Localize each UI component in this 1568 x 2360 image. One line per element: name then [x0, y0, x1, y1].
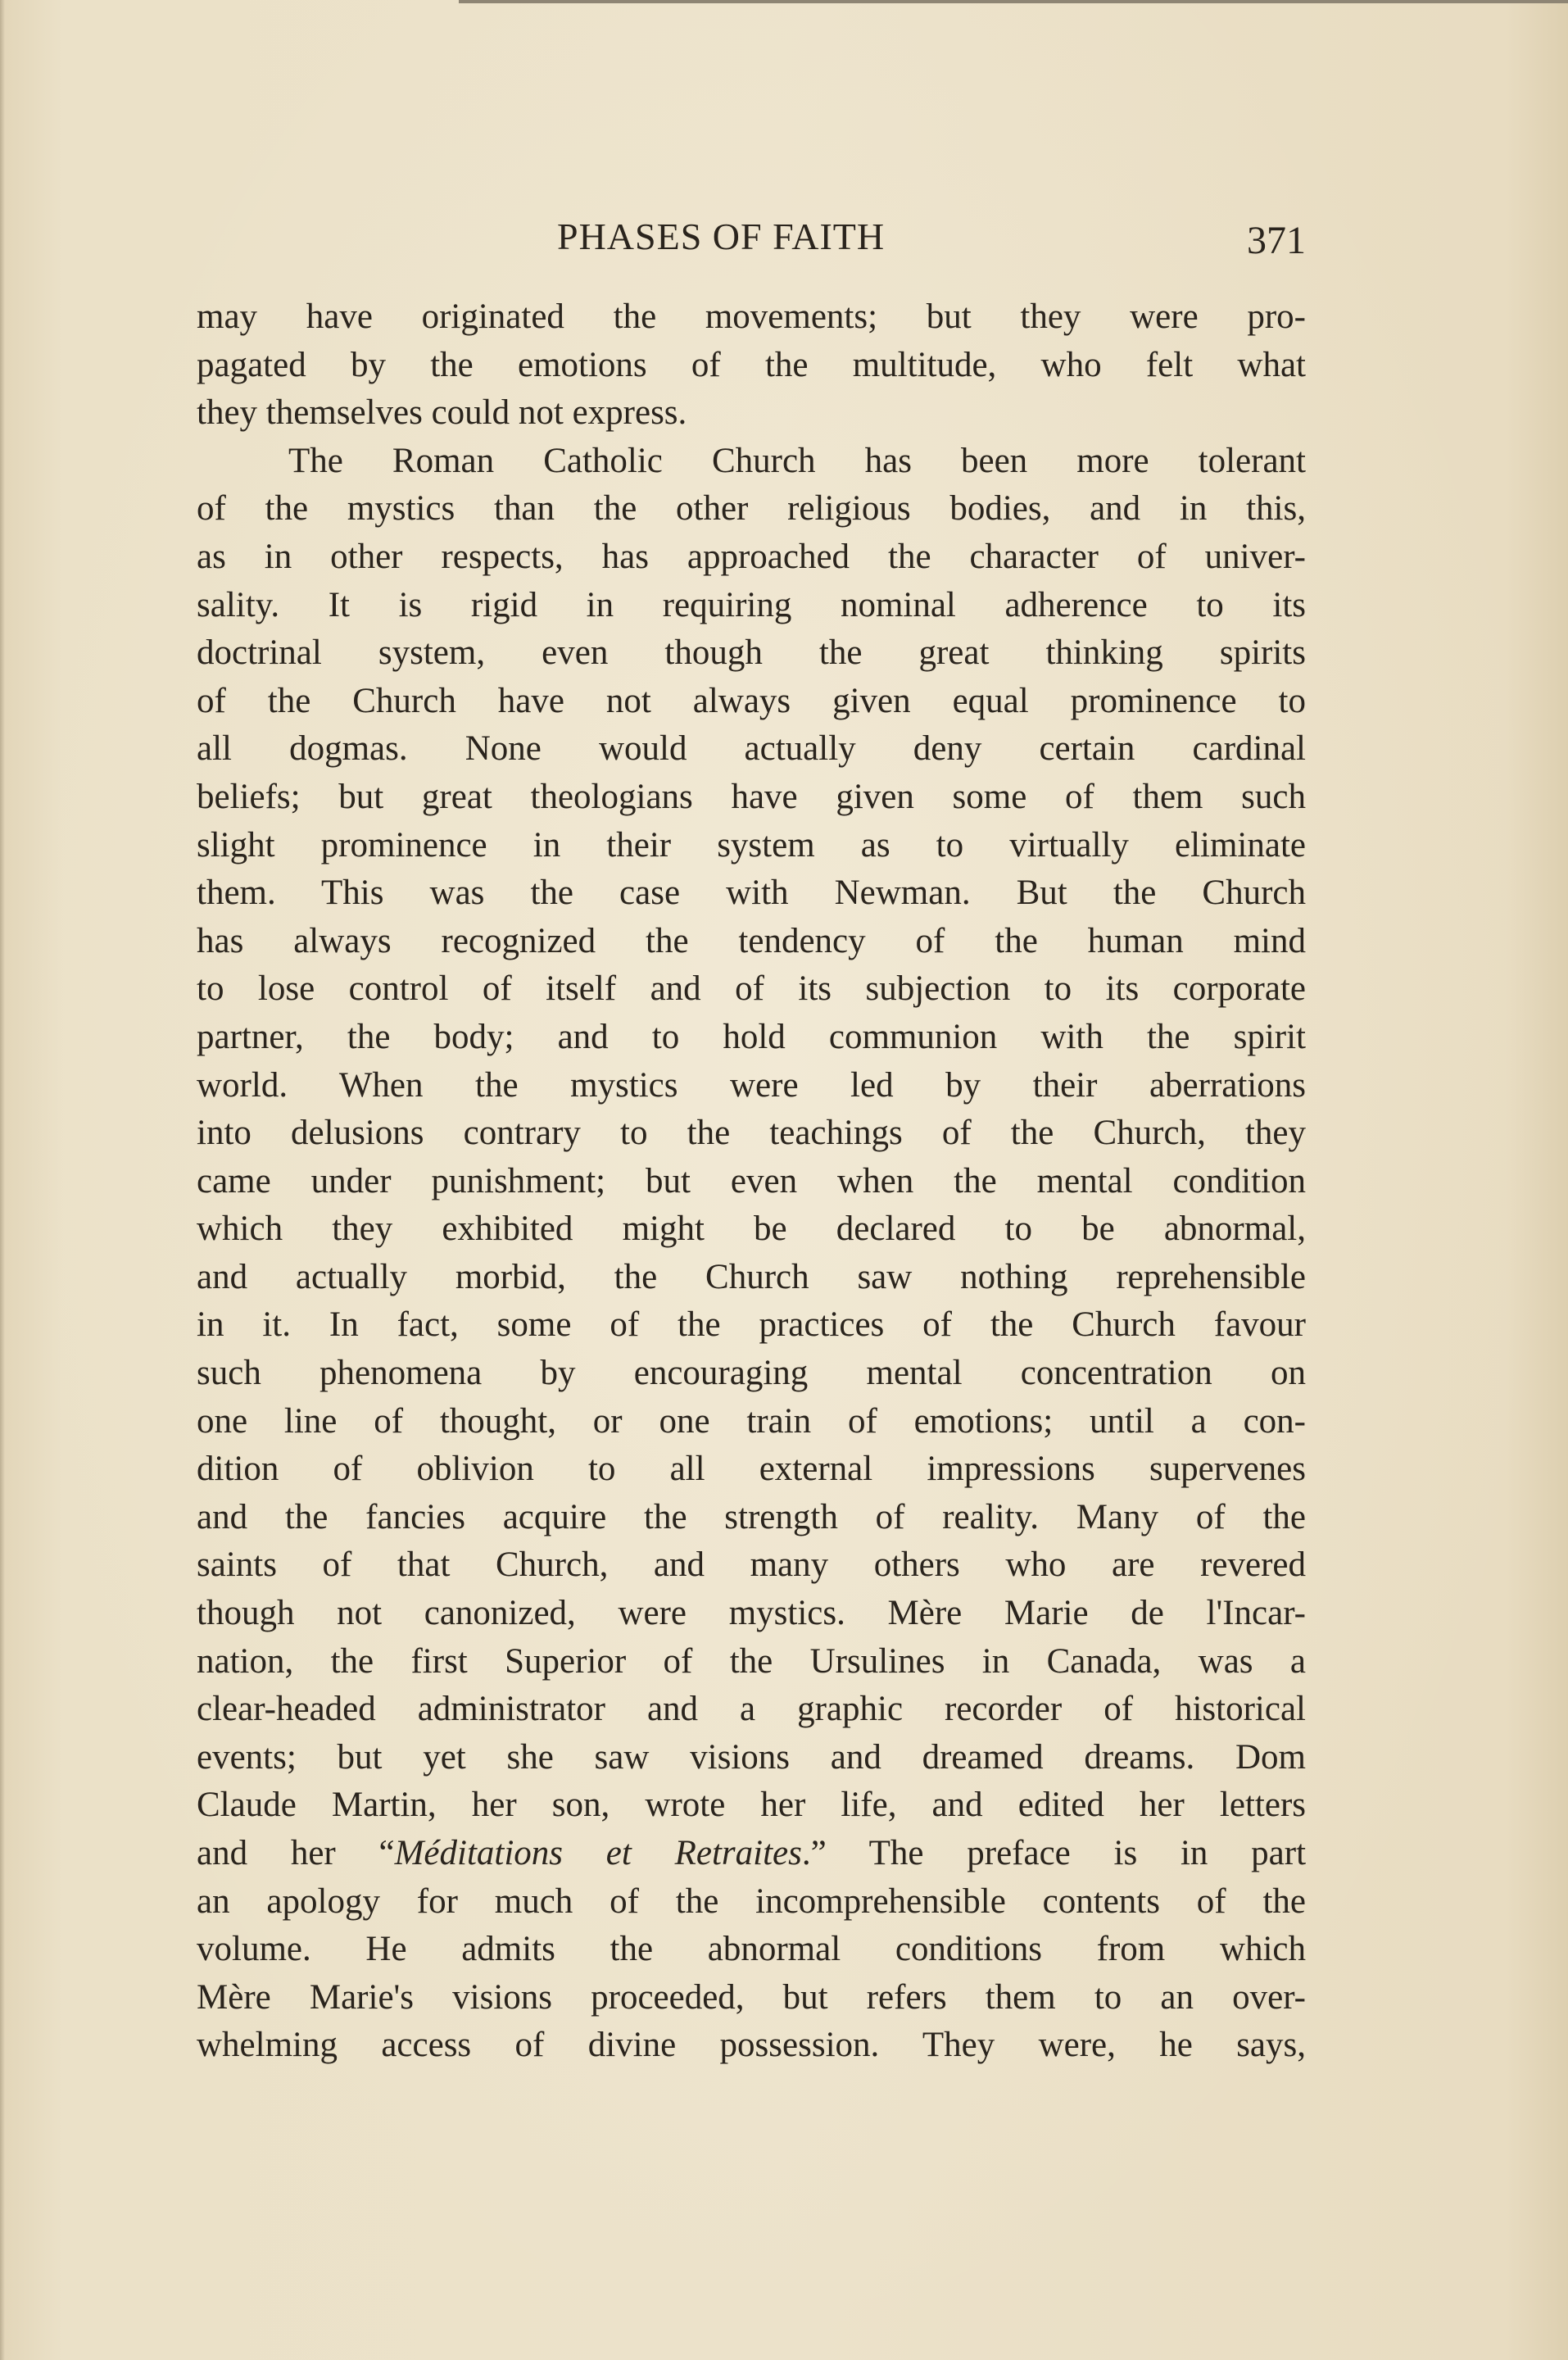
text-line: though not canonized, were mystics. Mère Marie de l'Incar- [197, 1594, 1306, 1633]
text-line: Mère Marie's visions proceeded, but refers them to an over- [197, 1977, 1306, 2017]
page-gutter-shadow [0, 0, 5, 2360]
italic-line-before: and her “ [197, 1834, 395, 1872]
text-line: into delusions contrary to the teachings of the Church, they [197, 1114, 1306, 1153]
text-line: saints of that Church, and many others who are revered [197, 1545, 1306, 1585]
text-line: whelming access of divine possession. They were, he says, [197, 2026, 1306, 2065]
text-line: an apology for much of the incomprehensible contents of the [197, 1881, 1306, 1921]
page-top-edge [459, 0, 1568, 3]
text-line: has always recognized the tendency of the human mind [197, 921, 1306, 960]
text-line: Claude Martin, her son, wrote her life, and edited her letters [197, 1786, 1306, 1825]
italic-line-after: .” The preface is in part [801, 1834, 1306, 1872]
paragraph-start-line: The Roman Catholic Church has been more tolerant [288, 441, 1306, 480]
running-head: PHASES OF FAITH [557, 216, 886, 257]
text-line: all dogmas. None would actually deny certain cardinal [197, 729, 1306, 769]
page-number: 371 [1247, 219, 1306, 262]
text-line: slight prominence in their system as to virtually eliminate [197, 825, 1306, 865]
text-line: they themselves could not express. [197, 393, 687, 433]
text-line: as in other respects, has approached the character of univer- [197, 537, 1306, 576]
text-line-with-italic-title [197, 1830, 1306, 1878]
text-line: and actually morbid, the Church saw nothing reprehensible [197, 1257, 1306, 1296]
text-line: to lose control of itself and of its subjection to its corporate [197, 969, 1306, 1009]
text-line: clear-headed administrator and a graphic recorder of historical [197, 1690, 1306, 1729]
text-line: nation, the first Superior of the Ursulines in Canada, was a [197, 1641, 1306, 1681]
text-line: partner, the body; and to hold communion with the spirit [197, 1017, 1306, 1056]
text-line: volume. He admits the abnormal conditions from which [197, 1930, 1306, 1969]
text-line: them. This was the case with Newman. But the Church [197, 874, 1306, 913]
text-line: in it. In fact, some of the practices of the Church favour [197, 1305, 1306, 1345]
text-line: may have originated the movements; but they were pro- [197, 297, 1306, 336]
text-line: pagated by the emotions of the multitude, who felt what [197, 345, 1306, 384]
text-line: one line of thought, or one train of emotions; until a con- [197, 1401, 1306, 1441]
body-text [197, 293, 1306, 2070]
text-line: world. When the mystics were led by their aberrations [197, 1065, 1306, 1105]
text-line: such phenomena by encouraging mental concentration on [197, 1354, 1306, 1393]
text-line: of the mystics than the other religious bodies, and in this, [197, 489, 1306, 529]
text-line: which they exhibited might be declared to be abnormal, [197, 1210, 1306, 1249]
text-line: events; but yet she saw visions and dreamed dreams. Dom [197, 1737, 1306, 1777]
text-line: came under punishment; but even when the mental condition [197, 1161, 1306, 1200]
page-header [197, 215, 1306, 272]
text-line: sality. It is rigid in requiring nominal adherence to its [197, 585, 1306, 624]
book-title-italic: Méditations et Retraites [394, 1834, 802, 1872]
text-line: beliefs; but great theologians have given some of them such [197, 777, 1306, 816]
text-line: and the fancies acquire the strength of reality. Many of the [197, 1497, 1306, 1536]
text-line: dition of oblivion to all external impressions supervenes [197, 1450, 1306, 1489]
text-line: doctrinal system, even though the great thinking spirits [197, 633, 1306, 673]
text-line: of the Church have not always given equal prominence to [197, 681, 1306, 720]
